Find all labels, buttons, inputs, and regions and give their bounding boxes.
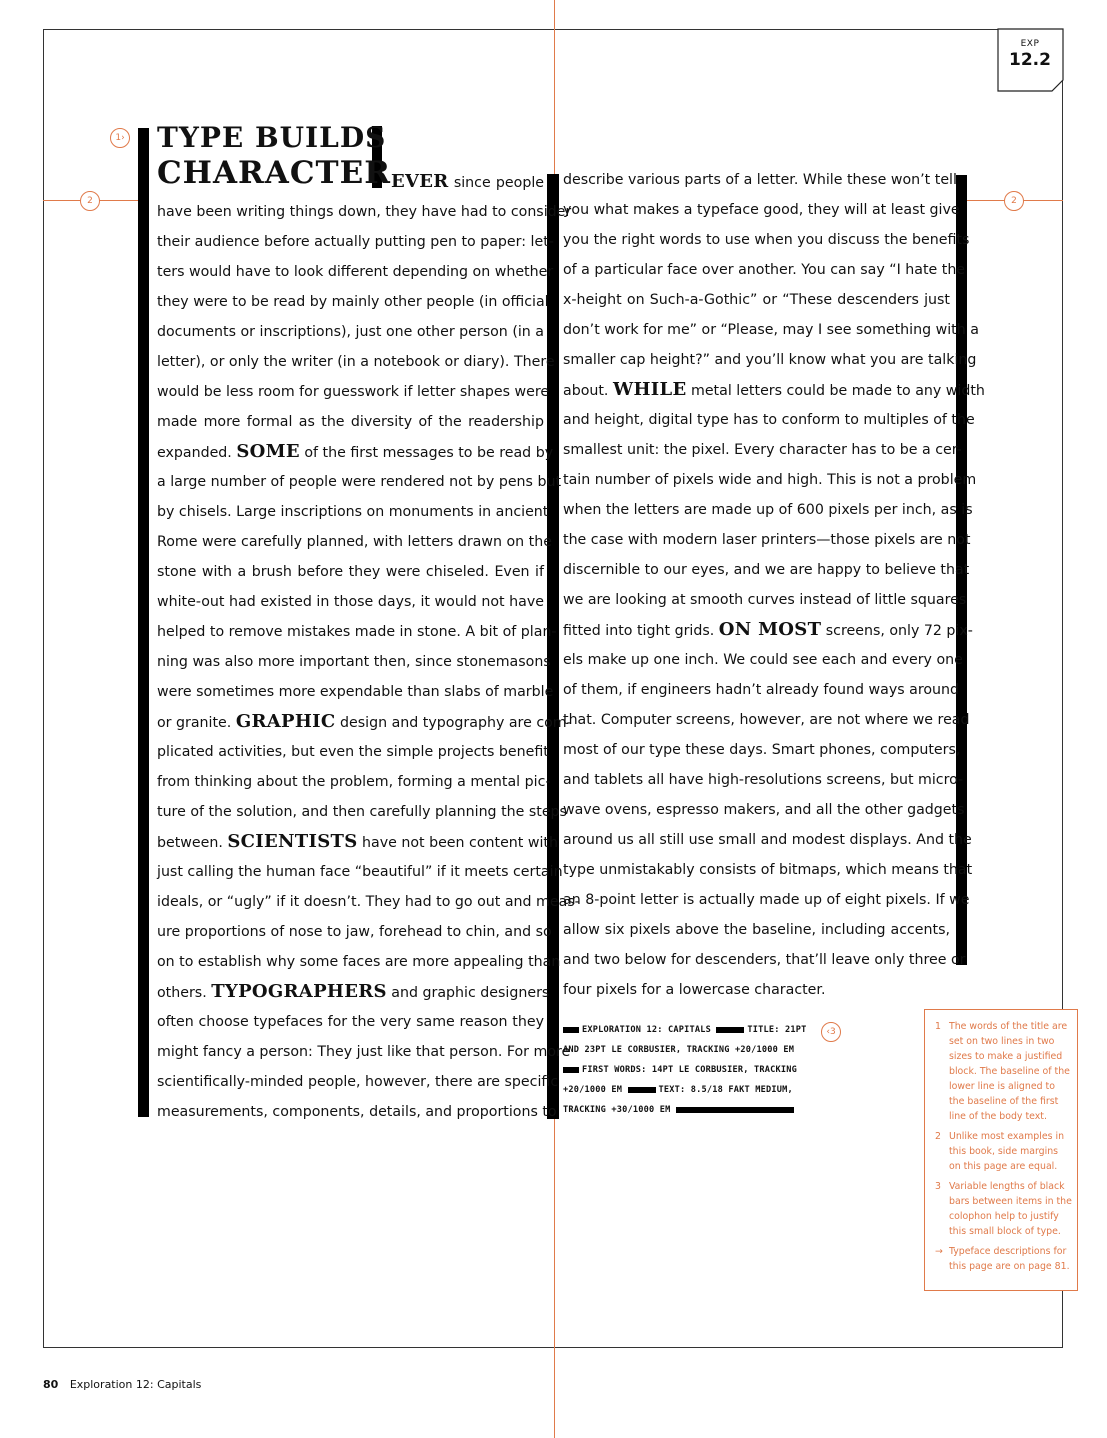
text-run: metal letters could be made to any width [686, 383, 985, 399]
text-line [157, 797, 567, 827]
text-line [157, 1037, 571, 1067]
colophon-bar [628, 1087, 656, 1093]
page-footer [43, 1378, 201, 1391]
text-run: describe various parts of a letter. While these won’t tell [563, 172, 957, 188]
text-run: just calling the human face “beautiful” if it meets certain [157, 864, 563, 880]
text-line [157, 767, 551, 797]
side-note-line: the baseline of the first [949, 1096, 1059, 1107]
tab-exp-label: EXP [1020, 39, 1040, 49]
text-line [563, 555, 970, 585]
text-line [157, 437, 554, 467]
text-run: that. Computer screens, however, are not where we read [563, 712, 970, 728]
text-line [563, 705, 970, 735]
text-run: letter), or only the writer (in a notebook or diary). There [157, 354, 555, 370]
text-line [157, 917, 552, 947]
side-note-number: 3 [935, 1181, 941, 1192]
text-run: would be less room for guesswork if letter shapes were [157, 384, 550, 400]
text-line [157, 857, 563, 887]
text-run: by chisels. Large inscriptions on monuments in ancient [157, 504, 549, 520]
text-line [563, 585, 967, 615]
text-line [563, 195, 960, 225]
text-line [563, 975, 950, 1005]
text-run: you what makes a typeface good, they will at least give [563, 202, 960, 218]
text-line [157, 647, 551, 677]
marker-2-right: 2 [1004, 191, 1024, 211]
text-run: on to establish why some faces are more appealing than [157, 954, 561, 970]
text-run: stone with a brush before they were chiseled. Even if [157, 564, 544, 580]
text-line [563, 435, 962, 465]
colophon-text: FIRST WORDS: 14PT LE CORBUSIER, TRACKING [582, 1065, 797, 1075]
colophon-bar [716, 1027, 744, 1033]
first-word: TYPOGRAPHERS [211, 981, 387, 1002]
text-run: have been writing things down, they have had to consider [157, 204, 572, 220]
text-line [157, 677, 554, 707]
text-run: a large number of people were rendered not by pens but [157, 474, 562, 490]
text-line [157, 497, 549, 527]
text-run: or granite. [157, 715, 236, 731]
text-line [157, 527, 552, 557]
title-line-1: TYPE BUILDS [157, 121, 387, 154]
footer-title: Exploration 12: Capitals [69, 1378, 202, 1391]
side-note-line: this book, side margins [949, 1146, 1059, 1157]
text-run: an 8-point letter is actually made up of eight pixels. If we [563, 892, 970, 908]
colophon-text: +20/1000 EM [563, 1085, 628, 1095]
side-note-line: lower line is aligned to [949, 1081, 1055, 1092]
side-note-line: The words of the title are [949, 1021, 1068, 1032]
text-line [157, 257, 554, 287]
text-run: scientifically-minded people, however, there are specific [157, 1074, 559, 1090]
text-run: since people [448, 175, 544, 191]
text-line [157, 1007, 544, 1037]
text-run: between. [157, 835, 228, 851]
text-line [563, 765, 964, 795]
side-note-line: this page are on page 81. [949, 1261, 1070, 1272]
text-line [157, 947, 561, 977]
text-run: around us all still use small and modest displays. And the [563, 832, 972, 848]
left-black-bar [138, 128, 149, 1117]
text-line [391, 167, 544, 197]
text-run: ters would have to look different depending on whether [157, 264, 554, 280]
side-note-line: bars between items in the [949, 1196, 1072, 1207]
text-run: have not been content with [357, 835, 558, 851]
text-line [563, 375, 985, 405]
colophon-text: EXPLORATION 12: CAPITALS [582, 1025, 717, 1035]
text-run: tain number of pixels wide and high. This is not a problem [563, 472, 977, 488]
title-line-2: CHARACTER [157, 155, 391, 191]
text-line [563, 405, 975, 435]
text-run: most of our type these days. Smart phones, computers, [563, 742, 961, 758]
side-note-line: Variable lengths of black [949, 1181, 1065, 1192]
text-run: made more formal as the diversity of the readership [157, 414, 544, 430]
text-run: and two below for descenders, that’ll leave only three or [563, 952, 966, 968]
exploration-tab [997, 28, 1064, 92]
text-line [157, 287, 549, 317]
text-line [157, 407, 544, 437]
colophon-text: TITLE: 21PT [747, 1025, 807, 1035]
text-run: about. [563, 383, 613, 399]
side-note-line: Typeface descriptions for [949, 1246, 1067, 1257]
side-note-number: → [935, 1246, 943, 1257]
text-run: and tablets all have high-resolutions screens, but micro- [563, 772, 964, 788]
marker-1: 1› [110, 128, 130, 148]
side-note-line: this small block of type. [949, 1226, 1061, 1237]
center-black-bar [547, 174, 559, 1119]
text-line [563, 255, 966, 285]
text-run: you the right words to use when you discuss the benefits [563, 232, 970, 248]
text-run: plicated activities, but even the simple projects benefit [157, 744, 549, 760]
text-line [563, 945, 966, 975]
text-run: might fancy a person: They just like that person. For more [157, 1044, 571, 1060]
side-note-line: Unlike most examples in [949, 1131, 1065, 1142]
text-run: discernible to our eyes, and we are happy to believe that [563, 562, 970, 578]
text-line [563, 615, 973, 645]
text-line [563, 165, 957, 195]
text-line [563, 225, 970, 255]
side-note-line: block. The baseline of the [949, 1066, 1070, 1077]
text-run: helped to remove mistakes made in stone. A bit of plan- [157, 624, 557, 640]
text-run: we are looking at smooth curves instead of little squares [563, 592, 967, 608]
side-note-line: sizes to make a justified [949, 1051, 1063, 1062]
text-line [157, 467, 562, 497]
side-notes [924, 1009, 1078, 1291]
text-line [563, 285, 950, 315]
text-run: others. [157, 985, 212, 1001]
text-run: smallest unit: the pixel. Every character has to be a cer- [563, 442, 962, 458]
text-run: often choose typefaces for the very same reason they [157, 1014, 544, 1030]
text-run: ideals, or “ugly” if it doesn’t. They had to go out and meas- [157, 894, 580, 910]
text-run: screens, only 72 pix- [821, 623, 973, 639]
text-line [563, 795, 965, 825]
text-line [563, 675, 960, 705]
text-run: ning was also more important then, since stonemasons [157, 654, 551, 670]
text-run: of them, if engineers hadn’t already found ways around [563, 682, 960, 698]
colophon-text: TRACKING +30/1000 EM [563, 1105, 676, 1115]
first-word: GRAPHIC [235, 711, 336, 732]
side-note [935, 1129, 1069, 1174]
text-line [157, 227, 554, 257]
text-line [157, 197, 572, 227]
text-line [563, 345, 977, 375]
text-run: of a particular face over another. You can say “I hate the [563, 262, 966, 278]
side-note-line: set on two lines in two [949, 1036, 1055, 1047]
side-note-number: 2 [935, 1131, 941, 1142]
colophon-line [563, 1080, 813, 1100]
text-line [157, 827, 558, 857]
text-run: when the letters are made up of 600 pixels per inch, as is [563, 502, 973, 518]
text-run: white-out had existed in those days, it would not have [157, 594, 544, 610]
text-line [157, 317, 544, 347]
text-line [563, 645, 963, 675]
text-line [563, 885, 970, 915]
text-run: don’t work for me” or “Please, may I see something with a [563, 322, 979, 338]
text-line [563, 735, 961, 765]
text-run: ure proportions of nose to jaw, forehead to chin, and so [157, 924, 552, 940]
text-run: fitted into tight grids. [563, 623, 719, 639]
text-line [157, 737, 549, 767]
text-line [563, 855, 973, 885]
text-line [157, 557, 544, 587]
text-line [157, 587, 544, 617]
body-column-1 [157, 167, 580, 1127]
text-line [157, 887, 580, 917]
text-line [563, 915, 950, 945]
text-line [157, 1067, 559, 1097]
page-number: 80 [43, 1378, 59, 1391]
text-run: were sometimes more expendable than slabs of marble [157, 684, 554, 700]
colophon-text: TEXT: 8.5/18 FAKT MEDIUM, [658, 1085, 793, 1095]
side-note-number: 1 [935, 1021, 941, 1032]
first-word: SOME [236, 441, 300, 462]
text-run: the case with modern laser printers—those pixels are not [563, 532, 971, 548]
text-run: x-height on Such-a-Gothic” or “These descenders just [563, 292, 950, 308]
first-word: WHILE [612, 379, 687, 400]
text-run: ture of the solution, and then carefully planning the steps [157, 804, 567, 820]
first-word: SCIENTISTS [227, 831, 358, 852]
text-line [157, 377, 550, 407]
text-line [563, 315, 979, 345]
text-run: from thinking about the problem, forming a mental pic- [157, 774, 551, 790]
text-run: smaller cap height?” and you’ll know what you are talking [563, 352, 977, 368]
first-word: EVER [391, 171, 449, 192]
text-line [157, 347, 555, 377]
text-run: Rome were carefully planned, with letters drawn on the [157, 534, 552, 550]
colophon-line [563, 1100, 813, 1120]
text-run: allow six pixels above the baseline, including accents, [563, 922, 950, 938]
body-column-2 [563, 165, 985, 1005]
side-note-line: colophon help to justify [949, 1211, 1059, 1222]
side-note [935, 1244, 1069, 1274]
text-run: design and typography are com- [335, 715, 572, 731]
side-note-line: on this page are equal. [949, 1161, 1058, 1172]
text-run: they were to be read by mainly other people (in official [157, 294, 549, 310]
text-run: documents or inscriptions), just one other person (in a [157, 324, 544, 340]
colophon-bar [676, 1107, 794, 1113]
colophon-line [563, 1020, 813, 1040]
colophon-line [563, 1040, 813, 1060]
text-line [157, 977, 550, 1007]
text-run: and height, digital type has to conform to multiples of the [563, 412, 975, 428]
text-line [563, 525, 971, 555]
text-run: of the first messages to be read by [299, 445, 554, 461]
colophon-bar [563, 1067, 579, 1073]
tab-number: 12.2 [1009, 50, 1051, 70]
side-note [935, 1019, 1069, 1124]
text-line [157, 617, 557, 647]
colophon [563, 1020, 813, 1120]
first-word: ON MOST [718, 619, 822, 640]
text-run: wave ovens, espresso makers, and all the other gadgets [563, 802, 965, 818]
text-run: and graphic designers [386, 985, 550, 1001]
side-note-line: line of the body text. [949, 1111, 1047, 1122]
text-run: measurements, components, details, and proportions to [157, 1104, 557, 1120]
colophon-line [563, 1060, 813, 1080]
text-run: four pixels for a lowercase character. [563, 982, 826, 998]
marker-3: ‹3 [821, 1022, 841, 1042]
colophon-text: AND 23PT LE CORBUSIER, TRACKING +20/1000 EM [563, 1045, 795, 1055]
text-line [563, 825, 972, 855]
text-run: their audience before actually putting pen to paper: let- [157, 234, 554, 250]
text-run: els make up one inch. We could see each and every one [563, 652, 963, 668]
text-line [563, 465, 977, 495]
side-note [935, 1179, 1072, 1239]
text-line [563, 495, 973, 525]
text-run: expanded. [157, 445, 237, 461]
text-line [157, 707, 572, 737]
colophon-bar [563, 1027, 579, 1033]
marker-2-left: 2 [80, 191, 100, 211]
text-run: type unmistakably consists of bitmaps, which means that [563, 862, 973, 878]
text-line [157, 1097, 557, 1127]
